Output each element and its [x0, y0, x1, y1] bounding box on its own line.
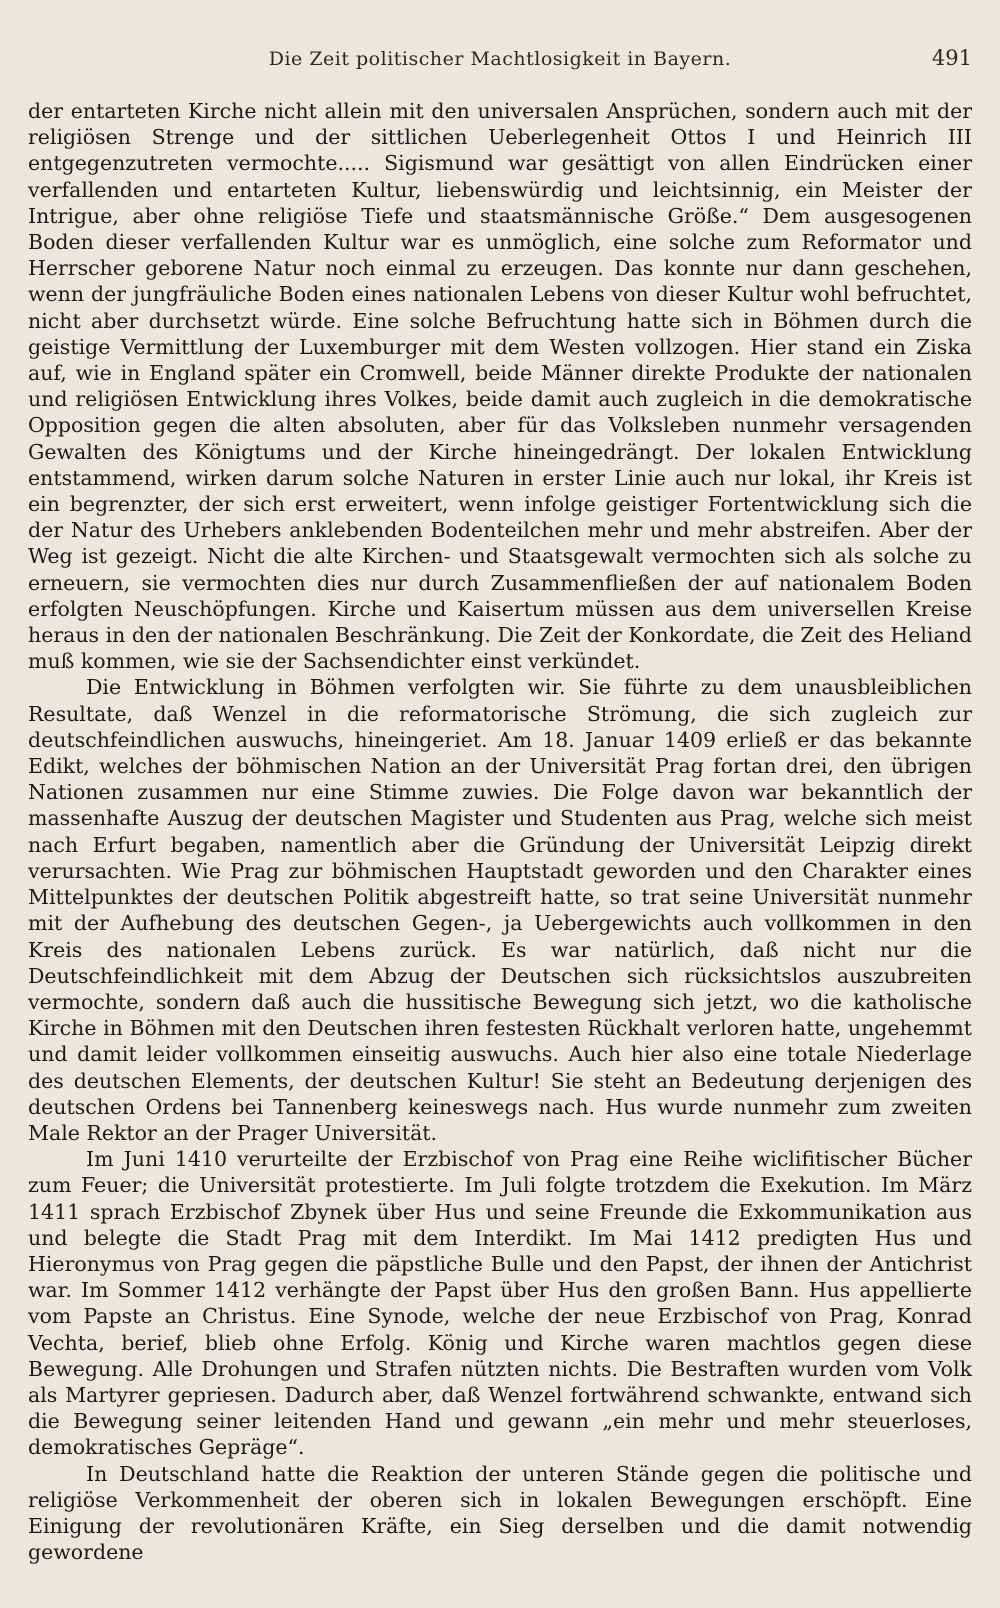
running-header	[28, 42, 972, 78]
body-text	[28, 98, 972, 1565]
paragraph-2: Die Entwicklung in Böhmen verfolgten wir. Sie führte zu dem unausbleiblichen Resultate, daß Wenzel in die reformatorische Strömung, die sich zugleich zur deutschfeindlichen auswuchs, hineingeriet. Am 18. Januar 1409 erließ er das bekannte Edikt, welches der böhmischen Nation an der Universität Prag fortan drei, den übrigen Nationen zusammen nur eine Stimme zuwies. Die Folge davon war bekanntlich der massenhafte Auszug der deutschen Magister und Studenten aus Prag, welche sich meist nach Erfurt begaben, namentlich aber die Gründung der Universität Leipzig direkt verursachten. Wie Prag zur böhmischen Hauptstadt geworden und den Charakter eines Mittelpunktes der deutschen Politik abgestreift hatte, so trat seine Universität nunmehr mit der Aufhebung des deutschen Gegen-, ja Uebergewichts auch vollkommen in den Kreis des nationalen Lebens zurück. Es war natürlich, daß nicht nur die Deutschfeindlichkeit mit dem Abzug der Deutschen sich rücksichtslos auszubreiten vermochte, sondern daß auch die hussitische Bewegung sich jetzt, wo die katholische Kirche in Böhmen mit den Deutschen ihren festesten Rückhalt verloren hatte, ungehemmt und damit leider vollkommen einseitig auswuchs. Auch hier also eine totale Niederlage des deutschen Elements, der deutschen Kultur! Sie steht an Bedeutung derjenigen des deutschen Ordens bei Tannenberg keineswegs nach. Hus wurde nunmehr zum zweiten Male Rektor an der Prager Universität.	[28, 675, 972, 1145]
paragraph-1: der entarteten Kirche nicht allein mit den universalen Ansprüchen, sondern auch mit der religiösen Strenge und der sittlichen Ueberlegenheit Ottos I und Heinrich III entgegenzutreten vermochte..... Sigismund war gesättigt von allen Eindrücken einer verfallenden und entarteten Kultur, liebenswürdig und leichtsinnig, ein Meister der Intrigue, aber ohne religiöse Tiefe und staatsmännische Größe.“ Dem ausgesogenen Boden dieser verfallenden Kultur war es unmöglich, eine solche zum Reformator und Herrscher geborene Natur noch einmal zu erzeugen. Das konnte nur dann geschehen, wenn der jungfräuliche Boden eines nationalen Lebens von dieser Kultur wohl befruchtet, nicht aber durchsetzt würde. Eine solche Befruchtung hatte sich in Böhmen durch die geistige Vermittlung der Luxemburger mit dem Westen vollzogen. Hier stand ein Ziska auf, wie in England später ein Cromwell, beide Männer direkte Produkte der nationalen und religiösen Entwicklung ihres Volkes, beide damit auch zugleich in die demokratische Opposition gegen die alten absoluten, aber für das Volksleben nunmehr versagenden Gewalten des Königtums und der Kirche hineingedrängt. Der lokalen Entwicklung entstammend, wirken darum solche Naturen in erster Linie auch nur lokal, ihr Kreis ist ein begrenzter, der sich erst erweitert, wenn infolge geistiger Fortentwicklung sich die der Natur des Urhebers anklebenden Bodenteilchen mehr und mehr abstreifen. Aber der Weg ist gezeigt. Nicht die alte Kirchen- und Staatsgewalt vermochten sich als solche zu erneuern, sie vermochten dies nur durch Zusammenfließen der auf nationalem Boden erfolgten Neuschöpfungen. Kirche und Kaisertum müssen aus dem universellen Kreise heraus in den der nationalen Beschränkung. Die Zeit der Konkordate, die Zeit des Heliand muß kommen, wie sie der Sachsendichter einst verkündet.	[28, 99, 972, 674]
paragraph-3: Im Juni 1410 verurteilte der Erzbischof von Prag eine Reihe wiclifitischer Bücher zum Feuer; die Universität protestierte. Im Juli folgte trotzdem die Exekution. Im März 1411 sprach Erzbischof Zbynek über Hus und seine Freunde die Exkommunikation aus und belegte die Stadt Prag mit dem Interdikt. Im Mai 1412 predigten Hus und Hieronymus von Prag gegen die päpstliche Bulle und den Papst, der ihnen der Antichrist war. Im Sommer 1412 verhängte der Papst über Hus den großen Bann. Hus appellierte vom Papste an Christus. Eine Synode, welche der neue Erzbischof von Prag, Konrad Vechta, berief, blieb ohne Erfolg. König und Kirche waren machtlos gegen diese Bewegung. Alle Drohungen und Strafen nützten nichts. Die Bestraften wurden vom Volk als Martyrer gepriesen. Dadurch aber, daß Wenzel fortwährend schwankte, entwand sich die Bewegung seiner leitenden Hand und gewann „ein mehr und mehr steuerloses, demokratisches Gepräge“.	[28, 1147, 972, 1460]
running-title: Die Zeit politischer Machtlosigkeit in Bayern.	[268, 48, 732, 70]
paragraph-4: In Deutschland hatte die Reaktion der unteren Stände gegen die politische und religiöse Verkommenheit der oberen sich in lokalen Bewegungen erschöpft. Eine Einigung der revolutionären Kräfte, ein Sieg derselben und die damit notwendig gewordene	[28, 1461, 972, 1565]
page-number: 491	[931, 46, 972, 70]
